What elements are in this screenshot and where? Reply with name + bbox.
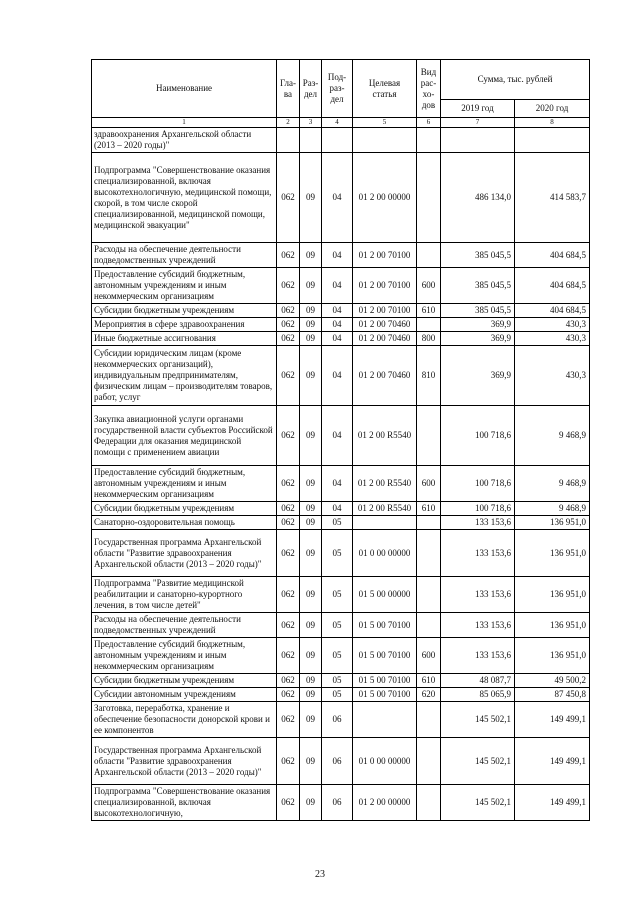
- row-name: Субсидии бюджетным учреждениям: [92, 502, 277, 516]
- row-podrazdel: 06: [322, 702, 353, 738]
- row-sum-2020: 136 951,0: [515, 530, 590, 577]
- row-sum-2019: 100 718,6: [441, 466, 515, 502]
- table-row: [92, 785, 590, 821]
- row-glava: 062: [277, 466, 300, 502]
- row-expense-type: 600: [417, 466, 441, 502]
- row-target-article: 01 2 00 70100: [353, 304, 417, 318]
- row-glava: 062: [277, 702, 300, 738]
- row-podrazdel: 05: [322, 516, 353, 530]
- row-name: Иные бюджетные ассигнования: [92, 332, 277, 346]
- row-sum-2019: 133 153,6: [441, 530, 515, 577]
- row-sum-2020: 136 951,0: [515, 516, 590, 530]
- row-podrazdel: 04: [322, 466, 353, 502]
- row-sum-2019: 145 502,1: [441, 702, 515, 738]
- row-razdel: 09: [300, 153, 322, 243]
- row-glava: 062: [277, 516, 300, 530]
- row-target-article: 01 5 00 70100: [353, 613, 417, 638]
- row-glava: 062: [277, 332, 300, 346]
- row-sum-2019: 486 134,0: [441, 153, 515, 243]
- row-name: Закупка авиационной услуги органами государственной власти субъектов Российской Федерации для оказания медицинской помощи с применением авиации: [92, 406, 277, 466]
- table-row: [92, 346, 590, 406]
- row-expense-type: [417, 153, 441, 243]
- row-razdel: 09: [300, 738, 322, 785]
- row-expense-type: [417, 318, 441, 332]
- col-number: 7: [441, 118, 515, 128]
- header-podrazdel-text: Под- раз- дел: [327, 72, 347, 104]
- row-sum-2020: 149 499,1: [515, 738, 590, 785]
- row-target-article: 01 5 00 70100: [353, 638, 417, 674]
- row-glava: 062: [277, 530, 300, 577]
- row-razdel: 09: [300, 674, 322, 688]
- table-row: [92, 243, 590, 268]
- row-razdel: 09: [300, 613, 322, 638]
- row-expense-type: [417, 702, 441, 738]
- row-podrazdel: 05: [322, 613, 353, 638]
- row-glava: 062: [277, 688, 300, 702]
- row-target-article: 01 2 00 00000: [353, 153, 417, 243]
- row-target-article: 01 2 00 R5540: [353, 466, 417, 502]
- header-vid-text: Вид рас- хо- дов: [420, 66, 437, 110]
- row-name: Государственная программа Архангельской области "Развитие здравоохранения Архангельской области (2013 – 2020 годы)": [92, 738, 277, 785]
- row-sum-2020: 87 450,8: [515, 688, 590, 702]
- table-row: [92, 304, 590, 318]
- row-sum-2019: 133 153,6: [441, 638, 515, 674]
- row-expense-type: 600: [417, 638, 441, 674]
- row-razdel: 09: [300, 268, 322, 304]
- row-razdel: 09: [300, 318, 322, 332]
- row-podrazdel: 04: [322, 318, 353, 332]
- col-number: 5: [353, 118, 417, 128]
- row-razdel: 09: [300, 502, 322, 516]
- row-glava: 062: [277, 268, 300, 304]
- table-row: [92, 577, 590, 613]
- col-number: 8: [515, 118, 590, 128]
- header-razdel: [300, 60, 322, 118]
- row-podrazdel: 06: [322, 785, 353, 821]
- row-razdel: [300, 128, 322, 153]
- col-number: 4: [322, 118, 353, 128]
- row-glava: 062: [277, 785, 300, 821]
- row-glava: [277, 128, 300, 153]
- table-body: [92, 128, 590, 821]
- table-row: [92, 406, 590, 466]
- budget-table: [91, 59, 590, 821]
- row-glava: 062: [277, 613, 300, 638]
- row-name: здравоохранения Архангельской области (2013 – 2020 годы)": [92, 128, 277, 153]
- row-target-article: 01 2 00 70460: [353, 346, 417, 406]
- table-row: [92, 688, 590, 702]
- row-expense-type: 610: [417, 304, 441, 318]
- row-target-article: 01 2 00 70460: [353, 332, 417, 346]
- row-sum-2019: [441, 128, 515, 153]
- row-sum-2019: 369,9: [441, 318, 515, 332]
- row-glava: 062: [277, 318, 300, 332]
- row-sum-2020: 404 684,5: [515, 304, 590, 318]
- row-sum-2020: 414 583,7: [515, 153, 590, 243]
- header-statya: [353, 60, 417, 118]
- row-sum-2020: 404 684,5: [515, 243, 590, 268]
- row-podrazdel: 04: [322, 346, 353, 406]
- row-target-article: 01 2 00 R5540: [353, 502, 417, 516]
- row-sum-2019: 369,9: [441, 332, 515, 346]
- row-podrazdel: 04: [322, 268, 353, 304]
- row-target-article: 01 2 00 00000: [353, 785, 417, 821]
- row-razdel: 09: [300, 466, 322, 502]
- row-name: Предоставление субсидий бюджетным, автономным учреждениям и иным некоммерческим организациям: [92, 466, 277, 502]
- row-glava: 062: [277, 674, 300, 688]
- table-row: [92, 153, 590, 243]
- row-expense-type: [417, 530, 441, 577]
- row-sum-2020: 430,3: [515, 346, 590, 406]
- row-podrazdel: 04: [322, 243, 353, 268]
- row-sum-2020: 149 499,1: [515, 785, 590, 821]
- header-statya-text: Целевая статья: [368, 77, 401, 99]
- row-razdel: 09: [300, 530, 322, 577]
- row-razdel: 09: [300, 688, 322, 702]
- row-name: Мероприятия в сфере здравоохранения: [92, 318, 277, 332]
- row-podrazdel: 06: [322, 738, 353, 785]
- row-sum-2019: 385 045,5: [441, 268, 515, 304]
- table-row: [92, 530, 590, 577]
- row-expense-type: 810: [417, 346, 441, 406]
- header-2020: 2020 год: [515, 100, 590, 118]
- row-glava: 062: [277, 346, 300, 406]
- row-razdel: 09: [300, 406, 322, 466]
- row-glava: 062: [277, 577, 300, 613]
- table-row: [92, 502, 590, 516]
- row-podrazdel: 05: [322, 688, 353, 702]
- row-target-article: 01 2 00 R5540: [353, 406, 417, 466]
- page-number: 23: [315, 869, 325, 880]
- row-sum-2020: 136 951,0: [515, 577, 590, 613]
- row-razdel: 09: [300, 516, 322, 530]
- row-target-article: [353, 516, 417, 530]
- row-sum-2019: 100 718,6: [441, 502, 515, 516]
- row-podrazdel: [322, 128, 353, 153]
- row-razdel: 09: [300, 346, 322, 406]
- row-sum-2020: 136 951,0: [515, 613, 590, 638]
- header-name: Наименование: [92, 60, 277, 118]
- row-sum-2019: 369,9: [441, 346, 515, 406]
- row-sum-2020: 9 468,9: [515, 466, 590, 502]
- row-glava: 062: [277, 243, 300, 268]
- row-podrazdel: 05: [322, 530, 353, 577]
- header-glava: [277, 60, 300, 118]
- row-glava: 062: [277, 153, 300, 243]
- row-sum-2019: 85 065,9: [441, 688, 515, 702]
- row-target-article: 01 5 00 70100: [353, 688, 417, 702]
- row-name: Расходы на обеспечение деятельности подведомственных учреждений: [92, 243, 277, 268]
- row-expense-type: 610: [417, 674, 441, 688]
- row-expense-type: [417, 785, 441, 821]
- table-row: [92, 613, 590, 638]
- col-number: 3: [300, 118, 322, 128]
- row-sum-2019: 133 153,6: [441, 516, 515, 530]
- row-glava: 062: [277, 738, 300, 785]
- row-expense-type: [417, 406, 441, 466]
- row-expense-type: 600: [417, 268, 441, 304]
- row-expense-type: [417, 128, 441, 153]
- row-name: Подпрограмма "Совершенствование оказания специализированной, включая высокотехнологичную,: [92, 785, 277, 821]
- row-expense-type: [417, 516, 441, 530]
- row-expense-type: [417, 738, 441, 785]
- row-glava: 062: [277, 638, 300, 674]
- row-expense-type: [417, 243, 441, 268]
- column-number-row: [92, 118, 590, 128]
- row-sum-2020: 430,3: [515, 332, 590, 346]
- row-expense-type: 620: [417, 688, 441, 702]
- row-name: Подпрограмма "Развитие медицинской реабилитации и санаторно-курортного лечения, в том числе детей": [92, 577, 277, 613]
- row-name: Заготовка, переработка, хранение и обеспечение безопасности донорской крови и ее компонентов: [92, 702, 277, 738]
- header-glava-text: Гла- ва: [279, 77, 296, 99]
- row-podrazdel: 05: [322, 674, 353, 688]
- row-podrazdel: 04: [322, 406, 353, 466]
- row-razdel: 09: [300, 702, 322, 738]
- row-sum-2019: 133 153,6: [441, 613, 515, 638]
- row-sum-2019: 145 502,1: [441, 738, 515, 785]
- row-razdel: 09: [300, 332, 322, 346]
- row-expense-type: [417, 577, 441, 613]
- row-glava: 062: [277, 406, 300, 466]
- row-target-article: 01 2 00 70100: [353, 268, 417, 304]
- col-number: 1: [92, 118, 277, 128]
- row-razdel: 09: [300, 577, 322, 613]
- row-name: Субсидии автономным учреждениям: [92, 688, 277, 702]
- header-razdel-text: Раз- дел: [302, 77, 319, 99]
- row-name: Государственная программа Архангельской области "Развитие здравоохранения Архангельской области (2013 – 2020 годы)": [92, 530, 277, 577]
- row-target-article: [353, 128, 417, 153]
- header-summa: Сумма, тыс. рублей: [441, 60, 590, 100]
- header-vid: [417, 60, 441, 118]
- row-razdel: 09: [300, 638, 322, 674]
- table-row: [92, 702, 590, 738]
- row-sum-2020: 9 468,9: [515, 502, 590, 516]
- row-podrazdel: 04: [322, 304, 353, 318]
- table-row: [92, 332, 590, 346]
- row-sum-2020: 430,3: [515, 318, 590, 332]
- row-sum-2019: 133 153,6: [441, 577, 515, 613]
- row-name: Подпрограмма "Совершенствование оказания специализированной, включая высокотехнологичную, медицинской помощи, скорой, в том числе скорой специализированной, медицинской помощи, медицинской эвакуации": [92, 153, 277, 243]
- row-sum-2020: 49 500,2: [515, 674, 590, 688]
- row-podrazdel: 05: [322, 577, 353, 613]
- row-razdel: 09: [300, 785, 322, 821]
- row-glava: 062: [277, 304, 300, 318]
- table-row: [92, 674, 590, 688]
- col-number: 6: [417, 118, 441, 128]
- row-sum-2020: 149 499,1: [515, 702, 590, 738]
- col-number: 2: [277, 118, 300, 128]
- row-name: Субсидии бюджетным учреждениям: [92, 304, 277, 318]
- row-name: Предоставление субсидий бюджетным, автономным учреждениям и иным некоммерческим организациям: [92, 638, 277, 674]
- row-target-article: 01 0 00 00000: [353, 738, 417, 785]
- table-row: [92, 466, 590, 502]
- row-podrazdel: 04: [322, 153, 353, 243]
- table-row: [92, 638, 590, 674]
- table-row: [92, 738, 590, 785]
- row-expense-type: 800: [417, 332, 441, 346]
- row-podrazdel: 04: [322, 502, 353, 516]
- row-target-article: 01 5 00 00000: [353, 577, 417, 613]
- table-header: [92, 60, 590, 128]
- row-sum-2019: 145 502,1: [441, 785, 515, 821]
- row-expense-type: 610: [417, 502, 441, 516]
- row-sum-2019: 385 045,5: [441, 304, 515, 318]
- row-sum-2020: 404 684,5: [515, 268, 590, 304]
- row-podrazdel: 04: [322, 332, 353, 346]
- row-name: Санаторно-оздоровительная помощь: [92, 516, 277, 530]
- row-razdel: 09: [300, 304, 322, 318]
- row-target-article: 01 2 00 70100: [353, 243, 417, 268]
- header-podrazdel: [322, 60, 353, 118]
- table-row: [92, 318, 590, 332]
- row-sum-2019: 48 087,7: [441, 674, 515, 688]
- header-2019: 2019 год: [441, 100, 515, 118]
- table-row: [92, 516, 590, 530]
- row-sum-2020: [515, 128, 590, 153]
- row-name: Расходы на обеспечение деятельности подведомственных учреждений: [92, 613, 277, 638]
- table-row: [92, 268, 590, 304]
- row-sum-2020: 136 951,0: [515, 638, 590, 674]
- row-sum-2020: 9 468,9: [515, 406, 590, 466]
- row-sum-2019: 385 045,5: [441, 243, 515, 268]
- row-podrazdel: 05: [322, 638, 353, 674]
- row-target-article: [353, 702, 417, 738]
- row-name: Предоставление субсидий бюджетным, автономным учреждениям и иным некоммерческим организациям: [92, 268, 277, 304]
- row-sum-2019: 100 718,6: [441, 406, 515, 466]
- row-razdel: 09: [300, 243, 322, 268]
- table-row: [92, 128, 590, 153]
- row-name: Субсидии юридическим лицам (кроме некоммерческих организаций), индивидуальным предпринимателям, физическим лицам – производителям товаров, работ, услуг: [92, 346, 277, 406]
- row-target-article: 01 5 00 70100: [353, 674, 417, 688]
- row-target-article: 01 0 00 00000: [353, 530, 417, 577]
- row-glava: 062: [277, 502, 300, 516]
- row-target-article: 01 2 00 70460: [353, 318, 417, 332]
- row-name: Субсидии бюджетным учреждениям: [92, 674, 277, 688]
- row-expense-type: [417, 613, 441, 638]
